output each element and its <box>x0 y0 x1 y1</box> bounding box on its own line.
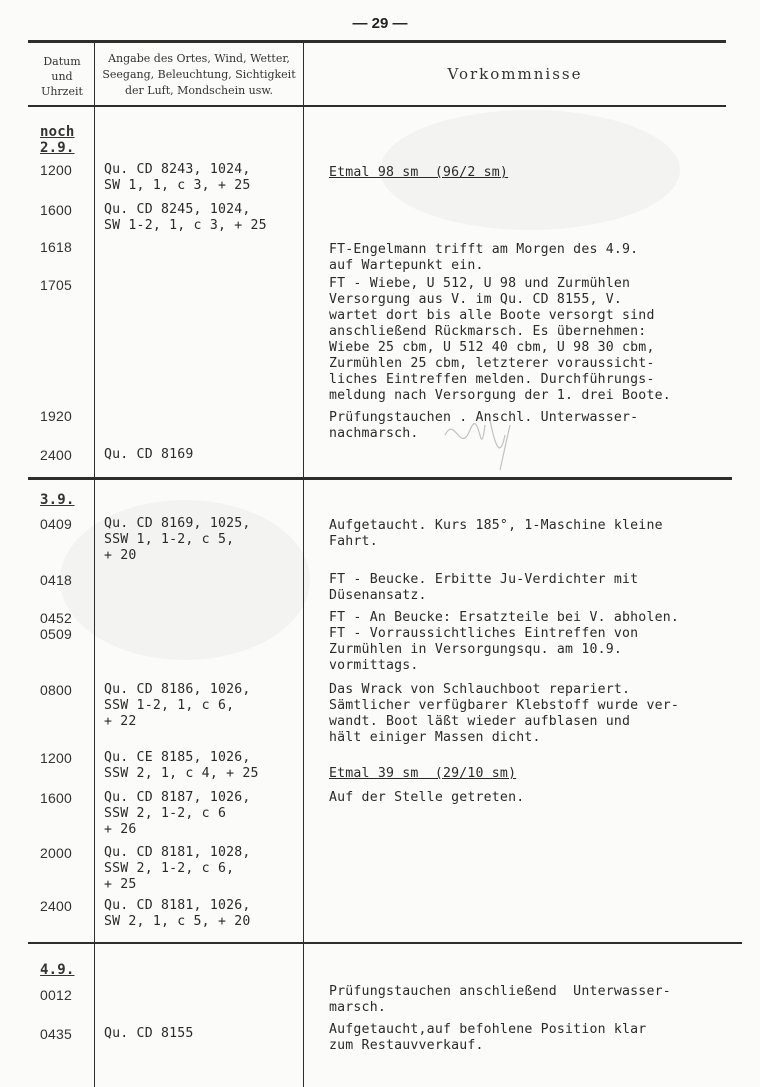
event-cell: Etmal 39 sm (29/10 sm) <box>329 766 517 781</box>
date-cell: noch 2.9. <box>40 124 75 156</box>
event-cell: FT - Wiebe, U 512, U 98 und Zurmühlen Versorgung aus V. im Qu. CD 8155, V. wartet dort bis alle Boote versorgt sind anschließend Rückmarsch. Es übernehmen: Wiebe 25 cbm, U 512 40 cbm, U 98 30 cbm, Zurmühlen 25 cbm, letzterer voraussicht- liches Eintreffen melden. Durchführungs- meldung nach Versorgung der 1. drei Boote. <box>329 276 671 403</box>
time-cell: 1920 <box>40 408 72 424</box>
column-divider-2 <box>303 40 304 1087</box>
location-cell: Qu. CD 8169 <box>104 447 194 462</box>
date-cell: 3.9. <box>40 492 75 508</box>
time-cell: 1200 <box>40 162 72 178</box>
time-cell: 2400 <box>40 447 72 463</box>
event-cell: Prüfungstauchen anschließend Unterwasser- marsch. <box>329 984 671 1015</box>
event-cell: Aufgetaucht,auf befohlene Position klar zum Restauvverkauf. <box>329 1022 647 1053</box>
location-cell: Qu. CD 8245, 1024, SW 1-2, 1, c 3, + 25 <box>104 202 267 233</box>
location-cell: Qu. CD 8155 <box>104 1026 194 1041</box>
event-cell: Aufgetaucht. Kurs 185°, 1-Maschine kleine Fahrt. <box>329 518 663 549</box>
location-cell: Qu. CE 8185, 1026, SSW 2, 1, c 4, + 25 <box>104 750 259 781</box>
section-rule-1 <box>28 477 732 480</box>
location-cell: Qu. CD 8181, 1026, SW 2, 1, c 5, + 20 <box>104 898 251 929</box>
location-cell: Qu. CD 8243, 1024, SW 1, 1, c 3, + 25 <box>104 162 251 193</box>
location-cell: Qu. CD 8169, 1025, SSW 1, 1-2, c 5, + 20 <box>104 516 251 563</box>
header-date-time: Datum und Uhrzeit <box>41 55 83 98</box>
handwritten-scribble <box>440 405 530 475</box>
time-cell: 0418 <box>40 572 72 588</box>
time-cell: 0452 0509 <box>40 610 72 642</box>
location-cell: Qu. CD 8186, 1026, SSW 1-2, 1, c 6, + 22 <box>104 682 251 729</box>
time-cell: 1600 <box>40 202 72 218</box>
event-cell: Auf der Stelle getreten. <box>329 790 525 805</box>
header-bottom-rule <box>28 105 726 107</box>
section-rule-2 <box>28 942 742 944</box>
time-cell: 1618 <box>40 239 72 255</box>
time-cell: 0409 <box>40 516 72 532</box>
time-cell: 0012 <box>40 987 72 1003</box>
date-cell: 4.9. <box>40 962 75 978</box>
column-divider-1 <box>94 40 95 1087</box>
event-cell: Das Wrack von Schlauchboot repariert. Sämtlicher verfügbarer Klebstoff wurde ver- wandt. Boot läßt wieder aufblasen und hält einiger Massen dicht. <box>329 682 680 745</box>
event-cell: FT-Engelmann trifft am Morgen des 4.9. auf Wartepunkt ein. <box>329 242 639 273</box>
time-cell: 2000 <box>40 845 72 861</box>
time-cell: 0800 <box>40 682 72 698</box>
event-cell: Prüfungstauchen . Anschl. Unterwasser- nachmarsch. <box>329 410 639 441</box>
event-cell: Etmal 98 sm (96/2 sm) <box>329 165 509 180</box>
event-cell: FT - An Beucke: Ersatzteile bei V. abholen. FT - Vorraussichtliches Eintreffen von Zurmühlen in Versorgungsqu. am 10.9. vormittags. <box>329 610 680 673</box>
time-cell: 1200 <box>40 750 72 766</box>
header-events: Vorkommnisse <box>447 65 583 83</box>
location-cell: Qu. CD 8187, 1026, SSW 2, 1-2, c 6 + 26 <box>104 790 251 837</box>
time-cell: 1705 <box>40 277 72 293</box>
location-cell: Qu. CD 8181, 1028, SSW 2, 1-2, c 6, + 25 <box>104 845 251 892</box>
event-cell: FT - Beucke. Erbitte Ju-Verdichter mit Düsenansatz. <box>329 572 639 603</box>
page-number: — 29 — <box>352 15 408 32</box>
time-cell: 0435 <box>40 1026 72 1042</box>
time-cell: 2400 <box>40 898 72 914</box>
table-top-rule <box>28 40 726 43</box>
time-cell: 1600 <box>40 790 72 806</box>
header-location-weather: Angabe des Ortes, Wind, Wetter, Seegang, Beleuchtung, Sichtigkeit der Luft, Mondschein usw. <box>102 52 296 97</box>
